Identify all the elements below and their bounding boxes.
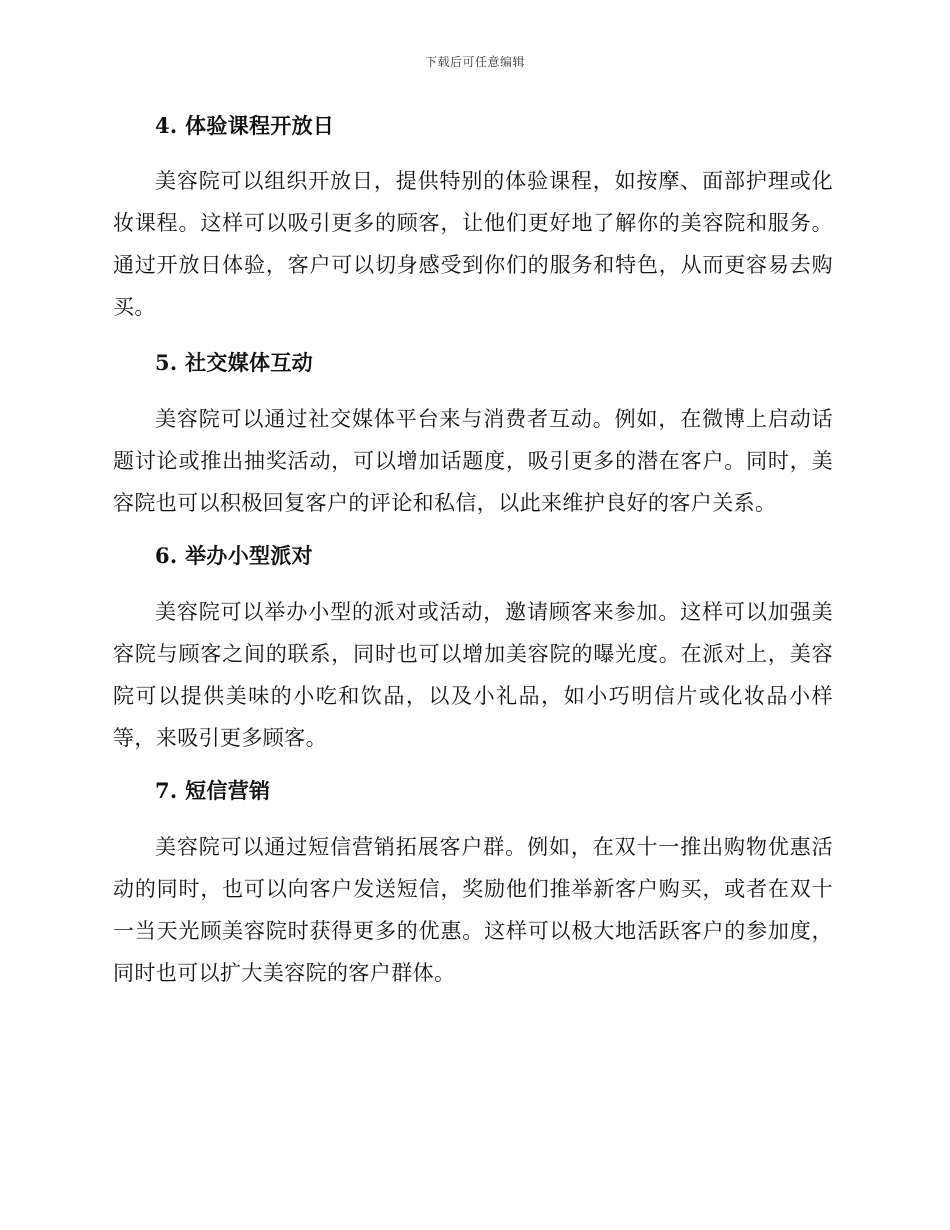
section-social-media [113, 345, 833, 524]
section-sms-marketing [113, 773, 833, 994]
document-body [113, 108, 833, 994]
section-heading: 7. 短信营销 [155, 778, 271, 803]
section-paragraph: 美容院可以举办小型的派对或活动，邀请顾客来参加。这样可以加强美容院与顾客之间的联系，同时也可以增加美容院的曝光度。在派对上，美容院可以提供美味的小吃和饮品，以及小礼品，如小巧明信片或化妆品小样等，来吸引更多顾客。 [113, 600, 833, 750]
section-paragraph: 美容院可以通过社交媒体平台来与消费者互动。例如，在微博上启动话题讨论或推出抽奖活动，可以增加话题度，吸引更多的潜在客户。同时，美容院也可以积极回复客户的评论和私信，以此来维护良好的客户关系。 [113, 407, 833, 515]
section-open-day [113, 108, 833, 328]
section-small-party [113, 538, 833, 759]
header-note: 下载后可任意编辑 [424, 55, 525, 69]
section-heading: 5. 社交媒体互动 [155, 350, 313, 375]
section-heading: 4. 体验课程开放日 [155, 113, 335, 138]
section-paragraph: 美容院可以组织开放日，提供特别的体验课程，如按摩、面部护理或化妆课程。这样可以吸引更多的顾客，让他们更好地了解你的美容院和服务。通过开放日体验，客户可以切身感受到你们的服务和特色，从而更容易去购买。 [113, 169, 833, 319]
section-paragraph: 美容院可以通过短信营销拓展客户群。例如，在双十一推出购物优惠活动的同时，也可以向客户发送短信，奖励他们推举新客户购买，或者在双十一当天光顾美容院时获得更多的优惠。这样可以极大地活跃客户的参加度，同时也可以扩大美容院的客户群体。 [113, 835, 833, 985]
section-heading: 6. 举办小型派对 [155, 543, 313, 568]
